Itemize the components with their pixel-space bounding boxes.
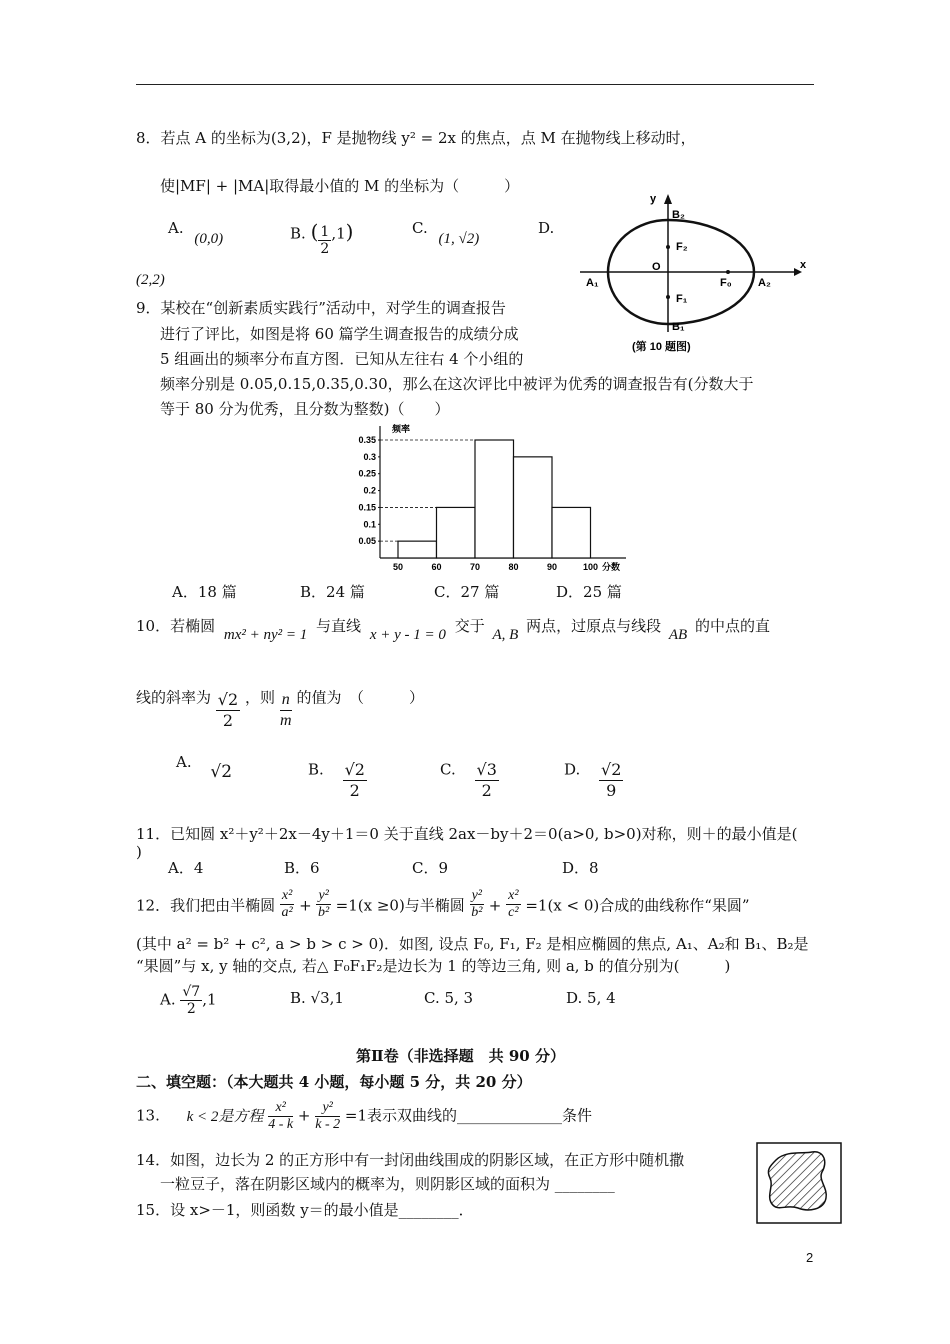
q12-frac4-num: x² [508, 888, 519, 903]
q10-option-d-den: 9 [606, 781, 617, 800]
q9-line2: 进行了评比，如图是将 60 篇学生调查报告的成绩分成 [160, 325, 519, 343]
q9-line1: 9．某校在“创新素质实践行”活动中，对学生的调查报告 [136, 299, 506, 317]
q13-text-c: 条件 [562, 1106, 593, 1125]
q8-option-a-value: (0,0) [194, 231, 224, 247]
q10-option-d-label: D. [564, 760, 581, 779]
q10-option-a-value: √2 [210, 762, 233, 782]
q12-line3: “果圆”与 x, y 轴的交点, 若△ F₀F₁F₂是边长为 1 的等边三角, 则 a, b 的值分别为( ) [136, 957, 731, 975]
header-rule [136, 84, 814, 85]
q10-line-equation: x + y - 1 = 0 [369, 627, 446, 643]
histogram-x-tick: 50 [392, 562, 404, 572]
q9-line4: 频率分别是 0.05,0.15,0.35,0.30，那么在这次评比中被评为优秀的调查报告有(分数大于 [160, 375, 754, 393]
q8-line2: 使|MF| + |MA|取得最小值的 M 的坐标为（ ） [160, 177, 520, 195]
shaded-region [768, 1152, 826, 1210]
histogram-y-tick: 0.05 [358, 536, 376, 547]
histogram-bar [552, 507, 591, 558]
q10-nm-num: n [280, 690, 292, 711]
q8-option-b: B. ( $\frac{1}{2}$ ,1) [290, 219, 354, 257]
section2-heading: 第Ⅱ卷（非选择题 共 90 分） [356, 1047, 565, 1065]
histogram-y-tick: 0.2 [363, 485, 376, 496]
q8-option-a-label: A. [168, 219, 184, 237]
histogram-x-tick: 60 [431, 562, 442, 572]
q9-option-b: B．24 篇 [300, 583, 365, 601]
q13-frac1-den: 4 - k [268, 1117, 294, 1132]
q10-option-a [176, 752, 233, 782]
q10-line2-text-a: 线的斜率为 [136, 688, 212, 707]
histogram-x-tick: 70 [469, 562, 481, 572]
histogram-y-tick: 0.3 [363, 451, 376, 462]
q13-blank: ______________ [457, 1106, 563, 1125]
q8-option-b-tail: ,1 [331, 224, 346, 243]
q12-frac4-den: c² [508, 905, 519, 920]
histogram-x-tick: 90 [546, 562, 558, 572]
label-x: x [800, 259, 807, 271]
figure10-caption: (第 10 题图) [632, 341, 691, 353]
q12-text-e: =1(x < 0)合成的曲线称作“果圆” [525, 896, 750, 915]
q10-text-a: 10．若椭圆 [136, 617, 216, 635]
q10-line2 [136, 678, 425, 730]
q12-line1 [136, 890, 750, 923]
q12-frac1-den: a² [281, 905, 293, 920]
q12-plus2: + [488, 896, 502, 915]
q12-option-a-tail: ,1 [202, 990, 217, 1009]
q10-option-d [564, 750, 623, 800]
q8-option-d-label: D. [538, 219, 555, 237]
y-axis-arrow [664, 194, 672, 204]
fruit-ellipse-figure [580, 192, 810, 360]
focus-f0 [726, 270, 730, 274]
q10-text-b: 与直线 [316, 617, 362, 635]
q12-frac3-den: b² [471, 905, 483, 920]
label-a1: A₁ [586, 277, 599, 289]
q13-frac2-den: k - 2 [315, 1117, 341, 1132]
q8-option-b-den: 2 [320, 241, 330, 257]
q14-line1: 14．如图，边长为 2 的正方形中有一封闭曲线围成的阴影区域，在正方形中随机撒 [136, 1151, 685, 1169]
histogram-y-tick: 0.35 [358, 435, 376, 445]
q12-option-c: C. 5, 3 [424, 989, 474, 1007]
q10-text-d: 两点，过原点与线段 [526, 617, 662, 635]
q12-option-a [160, 984, 217, 1017]
q8-line1: 8．若点 A 的坐标为(3,2)，F 是抛物线 y² = 2x 的焦点，点 M 在抛物线上移动时， [136, 129, 696, 147]
q12-frac1-num: x² [281, 888, 293, 903]
q12-text-a: 12．我们把由半椭圆 [136, 896, 276, 915]
q15-line1: 15．设 x>－1，则函数 y＝的最小值是________． [136, 1201, 474, 1219]
q8-option-a [168, 218, 224, 247]
q8-option-c-label: C. [412, 219, 428, 237]
q11-option-d: D．8 [562, 859, 599, 877]
q10-option-c-num: √3 [476, 760, 497, 779]
q10-option-c-den: 2 [481, 781, 492, 800]
label-f2: F₂ [676, 241, 688, 253]
q12-option-b: B. √3,1 [290, 989, 344, 1007]
q9-option-a: A．18 篇 [172, 583, 237, 601]
focus-f2 [666, 245, 670, 249]
q10-option-b-den: 2 [349, 781, 360, 800]
label-y: y [650, 193, 657, 205]
q8-option-d-value: (2,2) [136, 272, 165, 288]
q10-ellipse-equation: mx² + ny² = 1 [223, 627, 308, 643]
q12-frac3-num: y² [471, 888, 482, 903]
q11-option-a: A．4 [168, 859, 204, 877]
fill-in-heading: 二、填空题：（本大题共 4 小题，每小题 5 分，共 20 分） [136, 1073, 532, 1091]
q13-text-a: k < 2是方程 [186, 1108, 264, 1125]
q10-option-c-label: C. [440, 760, 456, 779]
q10-slope-den: 2 [222, 711, 234, 730]
q12-text-c: =1(x ≥0)与半椭圆 [335, 896, 465, 915]
q10-segment: AB [668, 627, 688, 643]
q8-option-c-value: (1, √2) [438, 231, 480, 247]
q11-option-c: C．9 [412, 859, 449, 877]
q8-option-c [412, 218, 480, 247]
q13-line [136, 1100, 592, 1133]
q10-nm-den: m [279, 712, 292, 729]
page-number: 2 [806, 1250, 814, 1265]
q10-option-b-label: B. [308, 760, 324, 779]
histogram-y-tick: 0.1 [363, 519, 376, 530]
q12-option-a-label: A. [160, 990, 176, 1009]
q12-option-d: D. 5, 4 [566, 989, 616, 1007]
q10-line2-text-b: ，则 [244, 688, 275, 707]
q13-text-b: =1表示双曲线的 [344, 1106, 458, 1125]
label-f1: F₁ [676, 293, 688, 305]
q9-line5: 等于 80 分为优秀，且分数为整数)（ ） [160, 400, 450, 418]
histogram-x-label: 分数 [602, 562, 621, 572]
shaded-region-figure [756, 1142, 842, 1224]
label-b1: B₁ [672, 321, 685, 333]
q10-option-d-num: √2 [601, 760, 622, 779]
q12-plus1: + [299, 896, 312, 915]
q10-text-c: 交于 [454, 617, 485, 635]
histogram-y-tick: 0.25 [358, 468, 376, 479]
label-origin: O [652, 261, 661, 273]
label-a2: A₂ [758, 277, 771, 289]
histogram-bar [437, 507, 476, 558]
q13-label: 13. [136, 1106, 160, 1125]
frequency-histogram [340, 420, 640, 580]
q10-points: A, B [492, 627, 519, 643]
q13-frac2-num: y² [315, 1100, 340, 1117]
q10-option-b-num: √2 [344, 760, 365, 779]
q9-line3: 5 组画出的频率分布直方图．已知从左往右 4 个小组的 [160, 350, 524, 368]
q10-option-b [308, 750, 367, 800]
q8-option-b-label: B. [290, 224, 306, 243]
q11-option-b: B．6 [284, 859, 320, 877]
q12-frac2-num: y² [318, 888, 329, 903]
q13-plus: + [297, 1106, 311, 1125]
q12-line2: (其中 a² = b² + c², a > b > c > 0)．如图, 设点 F₀, F₁, F₂ 是相应椭圆的焦点, A₁、A₂和 B₁、B₂是 [136, 935, 809, 953]
q12-frac2-den: b² [318, 905, 330, 920]
focus-f1 [666, 295, 670, 299]
q10-line1 [136, 616, 771, 643]
q10-text-e: 的中点的直 [695, 617, 771, 635]
q10-option-a-label: A. [176, 753, 192, 771]
q10-slope-num: √2 [217, 690, 239, 709]
q9-option-d: D．25 篇 [556, 583, 622, 601]
histogram-x-tick: 100 [582, 562, 599, 572]
label-b2: B₂ [672, 209, 685, 221]
q10-option-c [440, 750, 499, 800]
q12-option-a-den: 2 [186, 1001, 196, 1017]
histogram-bar [398, 541, 437, 558]
q11-line2: ) [136, 843, 142, 861]
q11-line1: 11．已知圆 x²＋y²＋2x－4y＋1＝0 关于直线 2ax－by＋2＝0(a>0, b>0)对称，则＋的最小值是( [136, 825, 798, 843]
label-f0: F₀ [720, 277, 732, 289]
q14-line2: 一粒豆子，落在阴影区域内的概率为，则阴影区域的面积为 ________ [160, 1175, 615, 1193]
q12-option-a-num: √7 [182, 984, 201, 1000]
histogram-y-tick: 0.15 [358, 502, 376, 513]
q10-line2-text-c: 的值为 （ ） [296, 688, 425, 707]
histogram-x-tick: 80 [508, 562, 519, 572]
q9-option-c: C．27 篇 [434, 583, 500, 601]
q8-option-b-num: 1 [320, 224, 330, 240]
histogram-y-label: 频率 [392, 424, 411, 434]
histogram-bar [475, 440, 514, 558]
histogram-bar [514, 457, 553, 558]
q13-frac1-num: x² [268, 1100, 293, 1117]
